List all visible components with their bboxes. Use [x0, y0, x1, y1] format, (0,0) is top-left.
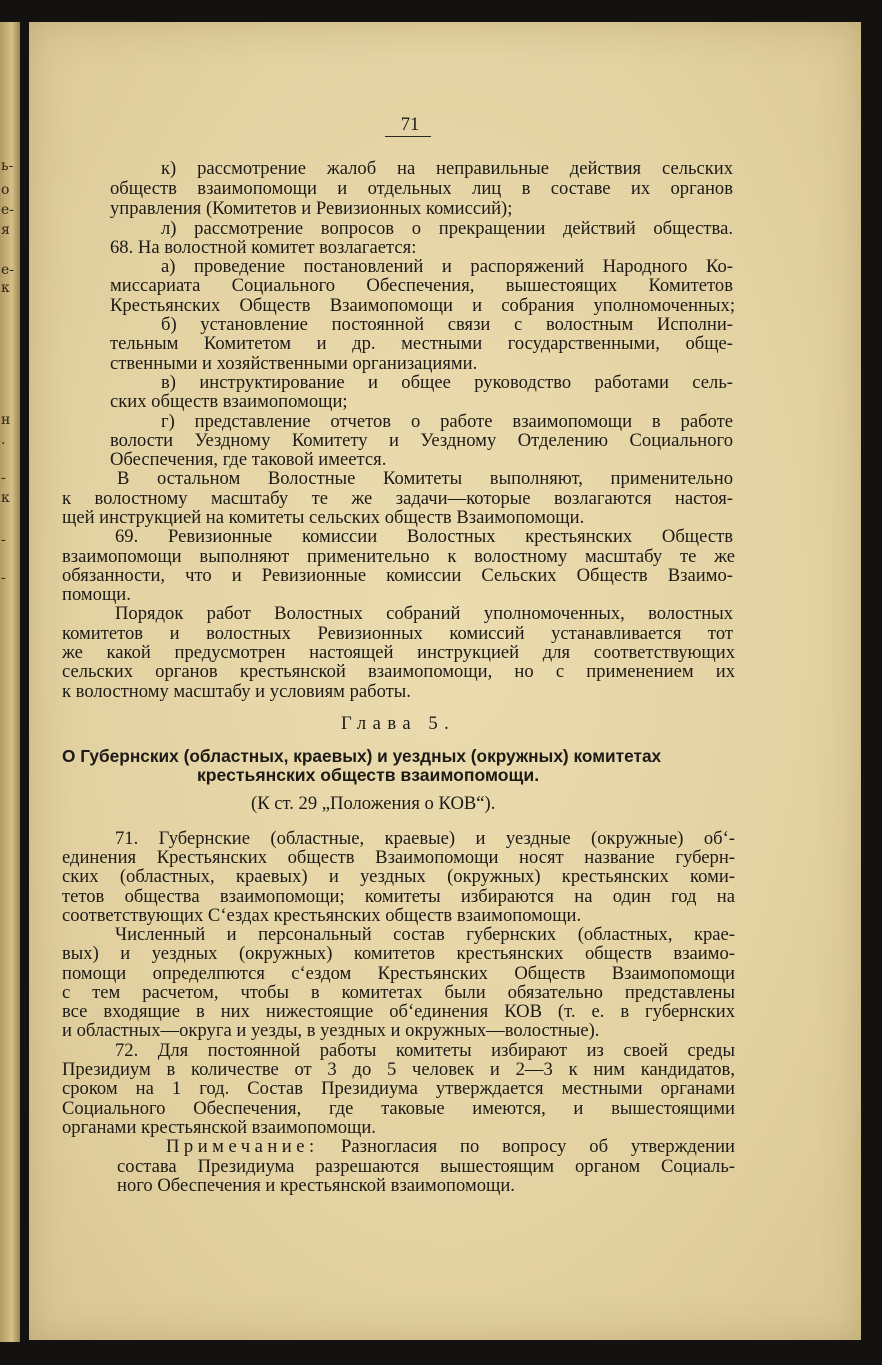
body-line: Численный и персональный состав губернских (областных, крае-: [115, 924, 735, 945]
chapter-title: Глава 5.: [341, 713, 456, 734]
note-line: Разногласия по вопросу об утверждении: [341, 1136, 735, 1157]
edge-text: я: [1, 222, 10, 238]
chapter-heading: О Губернских (областных, краевых) и уездных (окружных) комитетах: [62, 746, 662, 766]
body-line: тельным Комитетом и др. местными государственными, обще-: [110, 333, 733, 354]
body-line: тетов общества взаимопомощи; комитеты избираются на один год на: [62, 886, 735, 907]
body-line: вых) и уездных (окружных) комитетов крестьянских обществ взаимо-: [62, 943, 735, 964]
body-line: а) проведение постановлений и распоряжений Народного Ко-: [161, 256, 733, 277]
body-line: взаимопомощи выполняют применительно к волостному масштабу те же: [62, 546, 735, 567]
edge-text: -: [1, 532, 6, 548]
edge-text: н: [1, 412, 11, 428]
body-line: к) рассмотрение жалоб на неправильные действия сельских: [161, 158, 733, 179]
body-line: обществ взаимопомощи и отдельных лиц в составе их органов: [110, 178, 733, 199]
body-line: Социального Обеспечения, где таковые имеются, и вышестоящими: [62, 1098, 735, 1119]
body-line: 69. Ревизионные комиссии Волостных крестьянских Обществ: [115, 526, 733, 547]
edge-text: о: [1, 182, 10, 198]
body-line: л) рассмотрение вопросов о прекращении действий общества.: [161, 218, 733, 239]
body-line: все входящие в них нижестоящие об‘единения КОВ (т. е. в губернских: [62, 1001, 735, 1022]
chapter-heading: крестьянских обществ взаимопомощи.: [197, 765, 540, 785]
body-line: органами крестьянской взаимопомощи.: [62, 1117, 376, 1138]
note-line: ного Обеспечения и крестьянской взаимопомощи.: [117, 1175, 515, 1196]
body-line: с тем расчетом, чтобы в комитетах были обязательно представлены: [62, 982, 735, 1003]
edge-text: е-: [1, 202, 15, 218]
book-page: [29, 22, 861, 1340]
body-line: и областных—округа и уезды, в уездных и окружных—волостные).: [62, 1020, 600, 1041]
body-line: управления (Комитетов и Ревизионных комиссий);: [110, 198, 513, 219]
body-line: же какой предусмотрен настоящей инструкцией для соответствующих: [62, 642, 735, 663]
body-line: 72. Для постоянной работы комитеты избирают из своей среды: [115, 1040, 735, 1061]
body-line: ских обществ взаимопомощи;: [110, 391, 348, 412]
body-line: комитетов и волостных Ревизионных комиссий устанавливается тот: [62, 623, 733, 644]
page-number: 71: [400, 114, 420, 135]
edge-text: е-: [1, 262, 15, 278]
note-line: состава Президиума разрешаются вышестоящим органом Социаль-: [117, 1156, 735, 1177]
body-line: к волостному масштабу и условиям работы.: [62, 681, 411, 702]
body-line: обязанности, что и Ревизионные комиссии Сельских Обществ Взаимо-: [62, 565, 733, 586]
page-number-rule: [385, 136, 431, 137]
body-line: Обеспечения, где таковой имеется.: [110, 449, 387, 470]
body-line: единения Крестьянских обществ Взаимопомощи носят название губерн-: [62, 847, 735, 868]
chapter-reference: (К ст. 29 „Положения о КОВ“).: [251, 793, 496, 814]
body-line: ских (областных, краевых) и уездных (окружных) крестьянских коми-: [62, 866, 735, 887]
body-line: волости Уездному Комитету и Уездному Отделению Социального: [110, 430, 733, 451]
edge-text: к: [1, 490, 10, 506]
body-line: к волостному масштабу те же задачи—которые возлагаются настоя-: [62, 488, 733, 509]
body-line: в) инструктирование и общее руководство работами сель-: [161, 372, 733, 393]
body-line: миссариата Социального Обеспечения, вышестоящих Комитетов: [110, 275, 733, 296]
body-line: В остальном Волостные Комитеты выполняют, применительно: [117, 468, 733, 489]
edge-text: к: [1, 280, 10, 296]
body-line: помощи определпются с‘ездом Крестьянских Обществ Взаимопомощи: [62, 963, 735, 984]
body-line: 71. Губернские (областные, краевые) и уездные (окружные) об‘-: [115, 828, 735, 849]
body-line: сроком на 1 год. Состав Президиума утверждается местными органами: [62, 1078, 735, 1099]
body-line: соответствующих С‘ездах крестьянских обществ взаимопомощи.: [62, 905, 582, 926]
note-label: Примечание:: [166, 1136, 319, 1157]
body-line: Крестьянских Обществ Взаимопомощи и собрания уполномоченных;: [110, 295, 735, 316]
body-line: б) установление постоянной связи с волостным Исполни-: [161, 314, 733, 335]
body-line: ственными и хозяйственными организациями.: [110, 353, 478, 374]
body-line: сельских органов крестьянской взаимопомощи, но с применением их: [62, 661, 735, 682]
edge-text: .: [1, 432, 6, 448]
body-line: Порядок работ Волостных собраний уполномоченных, волостных: [115, 603, 733, 624]
edge-text: -: [1, 570, 6, 586]
edge-text: -: [1, 470, 6, 486]
body-line: г) представление отчетов о работе взаимопомощи в работе: [161, 411, 733, 432]
body-line: щей инструкцией на комитеты сельских обществ Взаимопомощи.: [62, 507, 585, 528]
edge-text: ь-: [1, 158, 14, 174]
adjacent-page-edge: [0, 22, 20, 1342]
body-line: помощи.: [62, 584, 131, 605]
body-line: Президиум в количестве от 3 до 5 человек и 2—3 к ним кандидатов,: [62, 1059, 735, 1080]
body-line: 68. На волостной комитет возлагается:: [110, 237, 417, 258]
